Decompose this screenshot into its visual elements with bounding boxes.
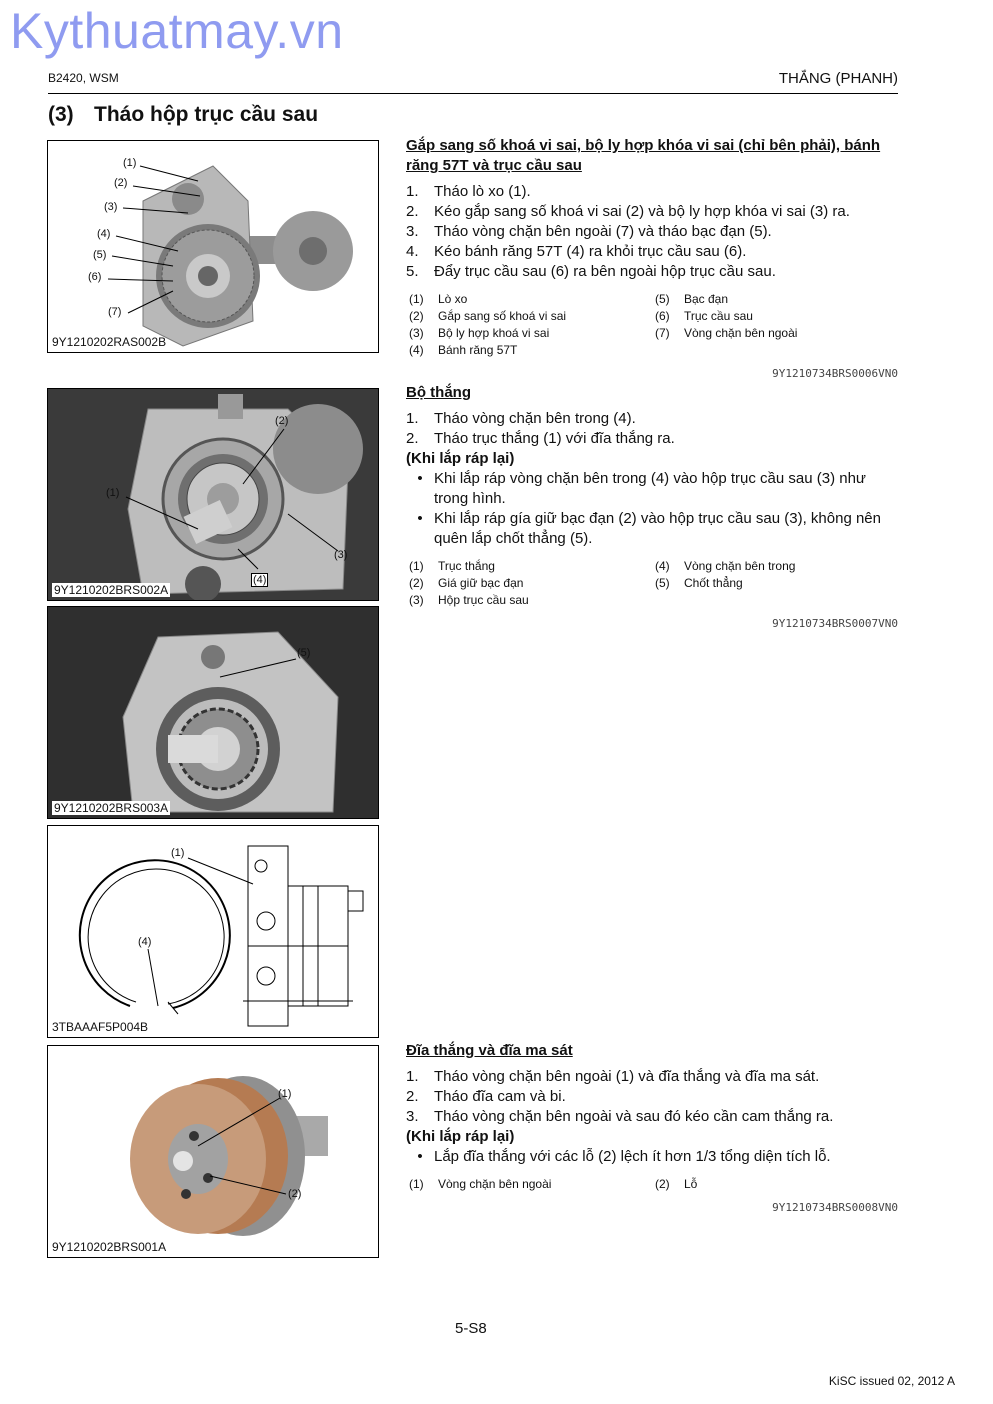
step-item: 2. Tháo đĩa cam và bi. [406, 1088, 566, 1105]
figure-internal-circlip-illustration [48, 826, 378, 1037]
legend-item: (7) Vòng chặn bên ngoài [655, 326, 798, 340]
callout-5: (5) [297, 647, 311, 659]
block-heading: Gắp sang số khoá vi sai, bộ ly hợp khóa vi sai (chỉ bên phải), bánh răng 57T và trục cầu sau [406, 137, 881, 174]
block-heading: Đĩa thắng và đĩa ma sát [406, 1042, 573, 1059]
bullet-list [406, 469, 898, 549]
block-heading: Bộ thắng [406, 384, 471, 401]
block-diff-lock [406, 136, 898, 380]
figure-bearing-holder [47, 606, 379, 819]
bullet-list [406, 1147, 898, 1167]
legend-item: (1) Lò xo [409, 292, 468, 306]
block-brake-disc [406, 1041, 898, 1214]
step-item: 2. Tháo trục thắng (1) với đĩa thắng ra. [406, 430, 675, 447]
reassembly-heading: (Khi lắp ráp lại) [406, 1128, 515, 1145]
legend-item: (2) Lỗ [655, 1177, 698, 1191]
figure-caption: 3TBAAAF5P004B [52, 1020, 149, 1034]
figure-diff-gear-illustration [48, 141, 378, 352]
step-item: 1. Tháo vòng chặn bên trong (4). [406, 410, 636, 427]
step-item: 4. Kéo bánh răng 57T (4) ra khỏi trục cầu sau (6). [406, 243, 747, 260]
callout-7: (7) [108, 306, 122, 318]
step-item: 1. Tháo lò xo (1). [406, 183, 531, 200]
figure-caption: 9Y1210202BRS002A [54, 583, 169, 597]
step-item: 3. Tháo vòng chặn bên ngoài (7) và tháo bạc đạn (5). [406, 223, 772, 240]
legend-item: (3) Hộp trục cầu sau [409, 593, 529, 607]
legend-item: (4) Vòng chặn bên trong [655, 559, 796, 573]
figure-caption: 9Y1210202RAS002B [52, 335, 167, 349]
block-brake [406, 383, 898, 630]
parts-legend [406, 1176, 898, 1193]
callout-2: (2) [114, 177, 128, 189]
figure-caption: 9Y1210202BRS001A [52, 1240, 167, 1254]
step-item: 5. Đẩy trục cầu sau (6) ra bên ngoài hộp trục cầu sau. [406, 263, 776, 280]
bullet-item: • Khi lắp ráp gía giữ bạc đạn (2) vào hộp trục cầu sau (3), không nên quên lắp chốt thẳng (5). [417, 510, 881, 547]
callout-1: (1) [171, 847, 185, 859]
legend-item [652, 592, 898, 609]
parts-legend [406, 291, 898, 359]
parts-legend [406, 558, 898, 609]
header-model: B2420, WSM [48, 71, 119, 85]
legend-item: (4) Bánh răng 57T [409, 343, 518, 357]
page-number: 5-S8 [455, 1320, 487, 1337]
callout-6: (6) [88, 271, 102, 283]
legend-item: (3) Bộ ly hợp khoá vi sai [409, 326, 550, 340]
legend-item [652, 342, 898, 359]
figure-brake-shaft-illustration [48, 389, 378, 600]
step-list [406, 1067, 898, 1127]
figure-caption: 9Y1210202BRS003A [54, 801, 169, 815]
step-list [406, 409, 898, 449]
callout-4: (4) [138, 936, 152, 948]
callout-4: (4) [253, 574, 267, 586]
callout-1: (1) [123, 157, 137, 169]
legend-item: (5) Chốt thẳng [655, 576, 743, 590]
watermark: Kythuatmay.vn [10, 3, 344, 59]
header-chapter: THẮNG (PHANH) [778, 70, 898, 87]
legend-item: (6) Trục cầu sau [655, 309, 753, 323]
legend-item: (1) Trục thắng [409, 559, 495, 573]
callout-2: (2) [288, 1188, 302, 1200]
legend-item: (2) Gắp sang số khoá vi sai [409, 309, 567, 323]
callout-2: (2) [275, 415, 289, 427]
bullet-item: • Lắp đĩa thắng với các lỗ (2) lệch ít hơn 1/3 tổng diện tích lỗ. [417, 1148, 831, 1165]
step-list [406, 182, 898, 282]
reference-code: 9Y1210734BRS0008VN0 [772, 1201, 898, 1214]
reassembly-heading: (Khi lắp ráp lại) [406, 450, 515, 467]
header-rule [48, 93, 898, 94]
step-item: 1. Tháo vòng chặn bên ngoài (1) và đĩa thắng và đĩa ma sát. [406, 1068, 820, 1085]
callout-4: (4) [97, 228, 111, 240]
callout-5: (5) [93, 249, 107, 261]
callout-1: (1) [106, 487, 120, 499]
legend-item: (1) Vòng chặn bên ngoài [409, 1177, 552, 1191]
reference-code: 9Y1210734BRS0006VN0 [772, 367, 898, 380]
figure-brake-disc-illustration [48, 1046, 378, 1257]
callout-1: (1) [278, 1088, 292, 1100]
legend-item: (2) Giá giữ bạc đạn [409, 576, 524, 590]
callout-3: (3) [334, 549, 348, 561]
figure-brake-disc [47, 1045, 379, 1258]
figure-brake-shaft [47, 388, 379, 601]
section-title [48, 103, 318, 127]
legend-item: (5) Bạc đạn [655, 292, 729, 306]
figure-bearing-holder-illustration [48, 607, 378, 818]
bullet-item: • Khi lắp ráp vòng chặn bên trong (4) vào hộp trục cầu sau (3) như trong hình. [417, 470, 866, 507]
issue-note: KiSC issued 02, 2012 A [828, 1374, 955, 1388]
step-item: 3. Tháo vòng chặn bên ngoài và sau đó kéo cần cam thắng ra. [406, 1108, 834, 1125]
figure-diff-gear [47, 140, 379, 353]
reference-code: 9Y1210734BRS0007VN0 [772, 617, 898, 630]
figure-internal-circlip [47, 825, 379, 1038]
section-number: (3) [48, 103, 74, 126]
section-title-text: Tháo hộp trục cầu sau [94, 103, 319, 126]
step-item: 2. Kéo gắp sang số khoá vi sai (2) và bộ ly hợp khóa vi sai (3) ra. [406, 203, 850, 220]
callout-3: (3) [104, 201, 118, 213]
